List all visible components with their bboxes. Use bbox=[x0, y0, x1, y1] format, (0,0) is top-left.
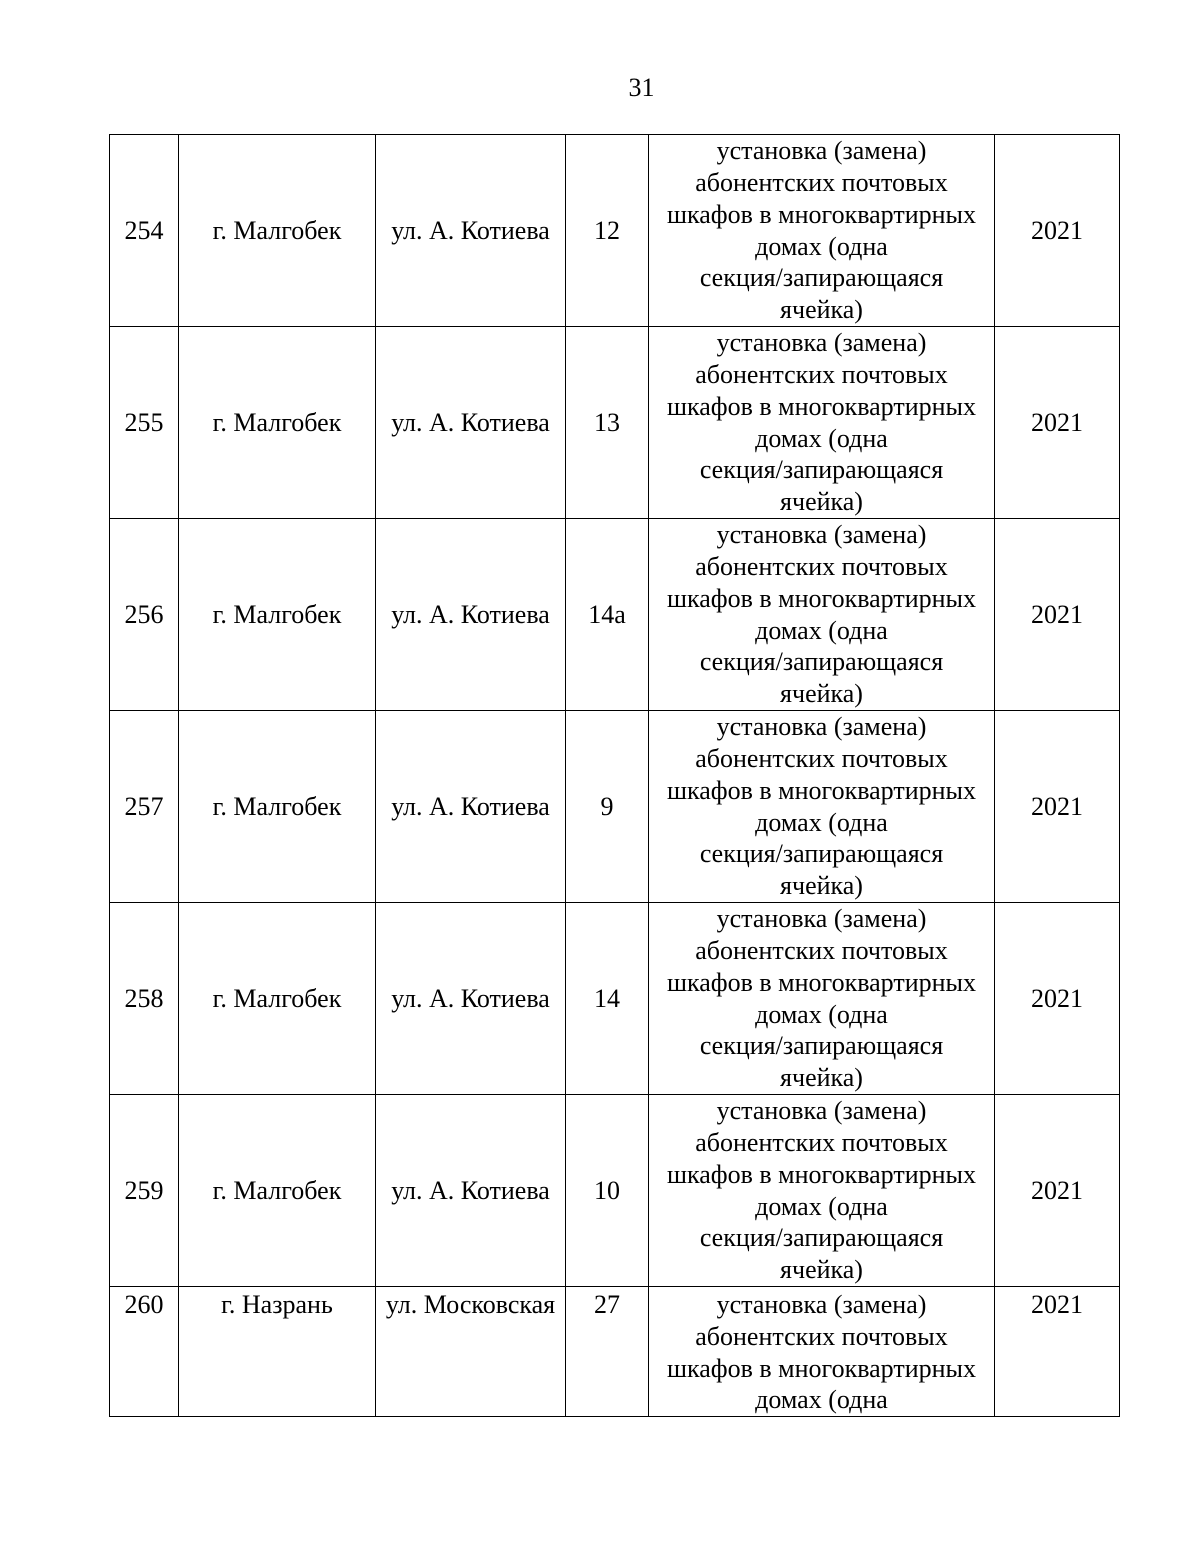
cell-street: ул. А. Котиева bbox=[376, 711, 566, 903]
description-line: установка (замена) bbox=[716, 1096, 927, 1126]
description-line: ячейка) bbox=[780, 1255, 863, 1285]
description-line: абонентских почтовых bbox=[695, 743, 948, 773]
cell-street: ул. А. Котиева bbox=[376, 519, 566, 711]
description-line: домах (одна bbox=[755, 807, 888, 837]
cell-city: г. Малгобек bbox=[179, 1095, 376, 1287]
description-line: шкафов в многоквартирных bbox=[666, 967, 976, 997]
cell-year: 2021 bbox=[995, 903, 1120, 1095]
description-line: ячейка) bbox=[780, 1063, 863, 1093]
cell-number: 257 bbox=[110, 711, 179, 903]
table-row bbox=[110, 903, 1120, 1095]
cell-year: 2021 bbox=[995, 711, 1120, 903]
cell-house: 9 bbox=[566, 711, 649, 903]
description-line: домах (одна bbox=[755, 1191, 888, 1221]
cell-street: ул. А. Котиева bbox=[376, 1095, 566, 1287]
cell-city: г. Малгобек bbox=[179, 519, 376, 711]
description-line: установка (замена) bbox=[716, 520, 927, 550]
cell-city: г. Малгобек bbox=[179, 903, 376, 1095]
description-line: секция/запирающаяся bbox=[699, 1031, 944, 1061]
cell-city: г. Малгобек bbox=[179, 135, 376, 327]
cell-house: 10 bbox=[566, 1095, 649, 1287]
cell-description bbox=[649, 711, 995, 903]
cell-number: 255 bbox=[110, 327, 179, 519]
description-line: установка (замена) bbox=[716, 904, 927, 934]
description-line: абонентских почтовых bbox=[695, 359, 948, 389]
description-line: абонентских почтовых bbox=[695, 551, 948, 581]
cell-city: г. Назрань bbox=[179, 1287, 376, 1417]
cell-house: 13 bbox=[566, 327, 649, 519]
cell-street: ул. А. Котиева bbox=[376, 135, 566, 327]
description-line: ячейка) bbox=[780, 295, 863, 325]
cell-number: 256 bbox=[110, 519, 179, 711]
description-line: шкафов в многоквартирных bbox=[666, 1159, 976, 1189]
cell-number: 254 bbox=[110, 135, 179, 327]
description-line: ячейка) bbox=[780, 679, 863, 709]
description-line: абонентских почтовых bbox=[695, 935, 948, 965]
cell-city: г. Малгобек bbox=[179, 711, 376, 903]
description-line: шкафов в многоквартирных bbox=[666, 775, 976, 805]
description-line: секция/запирающаяся bbox=[699, 839, 944, 869]
table-row bbox=[110, 1095, 1120, 1287]
description-line: домах (одна bbox=[755, 615, 888, 645]
table-row bbox=[110, 327, 1120, 519]
cell-number: 258 bbox=[110, 903, 179, 1095]
cell-description bbox=[649, 135, 995, 327]
description-line: шкафов в многоквартирных bbox=[666, 1353, 976, 1383]
cell-year: 2021 bbox=[995, 327, 1120, 519]
cell-number: 259 bbox=[110, 1095, 179, 1287]
description-line: ячейка) bbox=[780, 487, 863, 517]
description-line: шкафов в многоквартирных bbox=[666, 391, 976, 421]
description-line: секция/запирающаяся bbox=[699, 455, 944, 485]
cell-year: 2021 bbox=[995, 519, 1120, 711]
cell-description bbox=[649, 903, 995, 1095]
cell-number: 260 bbox=[110, 1287, 179, 1417]
table-row bbox=[110, 711, 1120, 903]
cell-year: 2021 bbox=[995, 1095, 1120, 1287]
cell-house: 14 bbox=[566, 903, 649, 1095]
cell-year: 2021 bbox=[995, 1287, 1120, 1417]
description-line: ячейка) bbox=[780, 871, 863, 901]
description-line: домах (одна bbox=[755, 231, 888, 261]
cell-street: ул. А. Котиева bbox=[376, 327, 566, 519]
description-line: установка (замена) bbox=[716, 1290, 927, 1319]
cell-description bbox=[649, 519, 995, 711]
description-line: установка (замена) bbox=[716, 712, 927, 742]
description-line: секция/запирающаяся bbox=[699, 1223, 944, 1253]
description-line: шкафов в многоквартирных bbox=[666, 199, 976, 229]
description-line: абонентских почтовых bbox=[695, 1127, 948, 1157]
table-row bbox=[110, 1287, 1120, 1417]
description-line: домах (одна bbox=[755, 1385, 888, 1415]
description-line: секция/запирающаяся bbox=[699, 647, 944, 677]
description-line: шкафов в многоквартирных bbox=[666, 583, 976, 613]
cell-description bbox=[649, 1095, 995, 1287]
cell-year: 2021 bbox=[995, 135, 1120, 327]
table-row bbox=[110, 519, 1120, 711]
page-number: 31 bbox=[628, 73, 655, 102]
addresses-table bbox=[109, 134, 1120, 1417]
table-body bbox=[110, 135, 1120, 1417]
description-line: домах (одна bbox=[755, 999, 888, 1029]
table-row bbox=[110, 135, 1120, 327]
description-line: абонентских почтовых bbox=[695, 1321, 948, 1351]
cell-description bbox=[649, 327, 995, 519]
description-line: домах (одна bbox=[755, 423, 888, 453]
description-line: установка (замена) bbox=[716, 136, 927, 166]
cell-street: ул. Московская bbox=[376, 1287, 566, 1417]
cell-city: г. Малгобек bbox=[179, 327, 376, 519]
description-line: установка (замена) bbox=[716, 328, 927, 358]
cell-house: 12 bbox=[566, 135, 649, 327]
cell-description bbox=[649, 1287, 995, 1417]
description-line: абонентских почтовых bbox=[695, 167, 948, 197]
cell-house: 14а bbox=[566, 519, 649, 711]
cell-street: ул. А. Котиева bbox=[376, 903, 566, 1095]
description-line: секция/запирающаяся bbox=[699, 263, 944, 293]
cell-house: 27 bbox=[566, 1287, 649, 1417]
